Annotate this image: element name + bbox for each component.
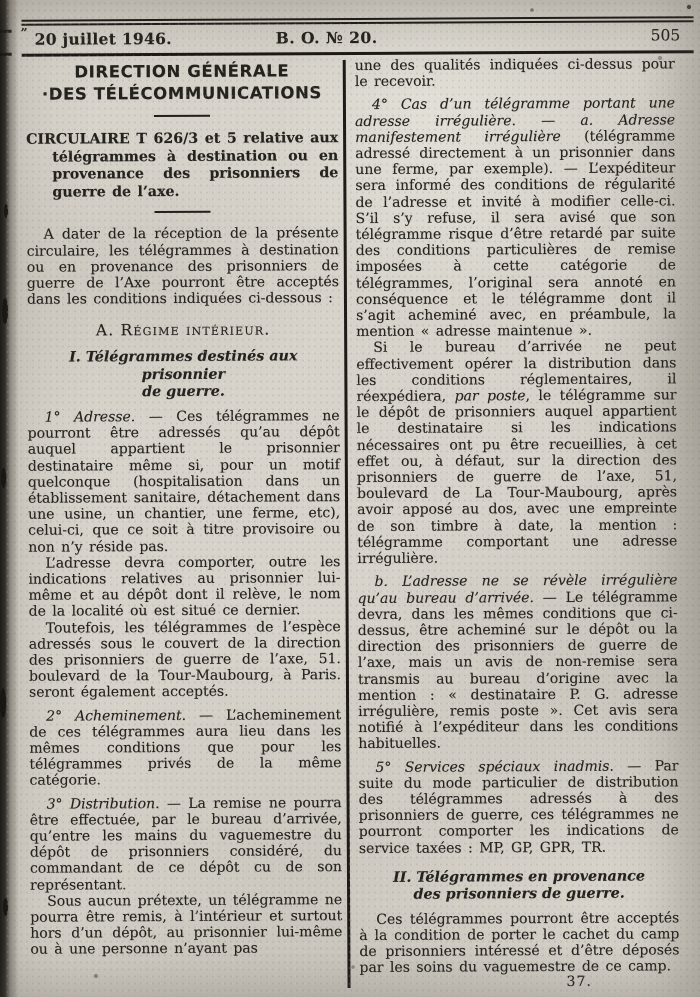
header-page-number: 505 bbox=[650, 26, 681, 45]
binding-ink-blob bbox=[2, 298, 8, 324]
paragraph-adresse-b-text: Le télégramme devra, dans les mêmes conditions que ci-dessus, être acheminé sur le dépôt ou la direction des prisonniers de guerre de l’axe, mais un avis de non-remise sera transmis au bureau d’origine avec la mention : « destinataire P. G. adresse irrégulière, remis poste ». Cet avis sera notifié à l’expéditeur dans les conditions habituelles. bbox=[357, 588, 679, 753]
paragraph-adresse-b bbox=[357, 573, 678, 753]
paragraph-si-bureau-italic: par poste bbox=[454, 388, 526, 405]
header-bulletin-number: B. O. № 20. bbox=[275, 27, 378, 48]
binding-ink-blob bbox=[1, 468, 6, 488]
heading-1 bbox=[27, 348, 339, 402]
paragraph-adresse-text: Ces télégrammes ne pourront être adressés qu’au dépôt auquel appartient le prisonnier destinataire même si, pour un motif quelconque (hospitalisation dans un établissement sanitaire, détachement dans une usine, un chantier, une ferme, etc), celui-ci, que ce soit à titre provisoire ou non n’y réside pas. bbox=[27, 407, 341, 556]
paragraph-adresse-lead: 1° Adresse. — bbox=[44, 408, 177, 426]
paragraph-acheminement bbox=[29, 707, 341, 790]
left-column bbox=[26, 60, 343, 958]
heading-1-line1: I. Télégrammes destinés aux prisonnier bbox=[69, 348, 298, 383]
paragraph-services-speciaux-lead: 5° Services spéciaux inadmis. — bbox=[375, 757, 655, 776]
paragraph-si-bureau-pre: Si le bureau d’arrivée ne peut effectivement opérer la distribution dans les conditions réglementaires, il réexpédiera, bbox=[356, 338, 677, 406]
paragraph-ces-telegrammes: Ces télégrammes pourront être acceptés à la condition de porter le cachet du camp de prisonniers intéressé et d’être déposés par les soins du vaguemestre de ce camp. bbox=[359, 910, 680, 977]
paragraph-continuation: une des qualités indiquées ci-dessus pour le recevoir. bbox=[354, 56, 675, 91]
paragraph-distribution bbox=[30, 795, 343, 894]
signature-mark: 37. bbox=[566, 973, 592, 990]
paragraph-cas-irregulier-text: (télégramme adressé directement à un prisonnier dans une ferme, par exemple). — L’expéditeur sera informé des conditions de régularité de l’adresse et invité à modifier celle-ci. S’il s’y refuse, il sera avisé que son télégramme risque d’être retardé par suite des conditions particulières de remise imposées à cette catégorie de télégrammes, l’original sera annoté en conséquence et le télégramme dont il s’agit acheminé avec, en préambule, la mention « adresse maintenue ». bbox=[355, 128, 677, 341]
paragraph-distribution-text: La remise ne pourra être effectuée, par le bureau d’arrivée, qu’entre les mains du vaguemestre du dépôt de prisonniers considéré, du commandant de ce dépôt cu de son représentant. bbox=[29, 794, 342, 894]
paragraph-si-bureau bbox=[356, 339, 677, 568]
ink-specks bbox=[0, 0, 2, 2]
paragraph-cas-irregulier-lead: 4° Cas d’un télégramme portant une adresse irrégulière. — a. Adresse manifestement irrégulière bbox=[354, 95, 676, 146]
paragraph-sous-aucun: Sous aucun prétexte, un télégramme ne pourra être remis, à l’intérieur et surtout hors d’un dépôt, au prisonnier lui-même ou à une personne n’ayant pas bbox=[30, 891, 343, 959]
paragraph-si-bureau-rest: , le télégramme sur le dépôt de prisonniers auquel appartient le destinataire si les indications nécessaires ont pu être recueillies, à cet effet ou, à défaut, sur la direction des prisonniers de guerre de l’axe, 51, boulevard de La Tour-Maubourg, après avoir apposé au dos, avec une empreinte de son timbre à date, la mention : télégramme comportant une adresse irrégulière. bbox=[356, 387, 678, 568]
org-title-line1: DIRECTION GÉNÉRALE bbox=[74, 61, 290, 82]
section-a-heading: A. Régime intérieur. bbox=[95, 320, 271, 340]
column-divider bbox=[343, 60, 351, 988]
paragraph-cas-irregulier bbox=[355, 96, 676, 341]
binding-ink-blob bbox=[0, 688, 6, 718]
org-title-line2: ·DES TÉLÉCOMMUNICATIONS bbox=[41, 83, 322, 104]
header-smudge-mark: ” bbox=[20, 25, 28, 40]
section-separator bbox=[154, 115, 210, 117]
circulaire-heading: CIRCULAIRE T 626/3 et 5 relative aux télégrammes à destination ou en provenance des prisonniers de guerre de l’axe. bbox=[26, 130, 339, 201]
section-separator bbox=[154, 211, 210, 213]
paragraph-toutefois: Toutefois, les télégrammes de l’espèce adressés sous le couvert de la direction des prisonniers de guerre de l’axe, 51. boulevard de la Tour-Maubourg, à Paris. seront également acceptés. bbox=[28, 618, 341, 702]
left-edge-rule-stub bbox=[0, 30, 12, 33]
heading-2 bbox=[359, 868, 679, 905]
heading-1-line2: de guerre. bbox=[142, 384, 225, 401]
paragraph-services-speciaux bbox=[358, 758, 679, 857]
paragraph-intro: A dater de la réception de la présente circulaire, les télégrammes à destination ou en provenance des prisonniers de guerre de l’Axe pourront être acceptés dans les conditions indiquées ci-dessous : bbox=[26, 225, 339, 308]
binding-ink-blob bbox=[4, 204, 8, 218]
paragraph-services-speciaux-text: Par suite du mode particulier de distribution des télégrammes adressés à des prisonniers de guerre, ces télégrammes ne pourront comporter les indications de service taxées : MP, GP, GPR, TR. bbox=[358, 757, 679, 857]
paragraph-adresse-b-lead: b. L’adresse ne se révèle irrégulière qu’au bureau d’arrivée. — bbox=[357, 572, 678, 607]
right-column bbox=[355, 56, 680, 976]
header-date: 20 juillet 1946. bbox=[34, 28, 172, 49]
paragraph-adresse bbox=[28, 408, 341, 555]
paragraph-distribution-lead: 3° Distribution. — bbox=[46, 795, 189, 813]
binding-ink-blob bbox=[3, 898, 8, 916]
heading-2-line2: des prisonniers de guerre. bbox=[413, 885, 625, 903]
paragraph-acheminement-text: L’acheminement de ces télégrammes aura lieu dans les mêmes conditions que pour les télégrammes privés de la même catégorie. bbox=[29, 706, 342, 790]
paragraph-adresse-2: L’adresse devra comporter, outre les indications relatives au prisonnier lui-même et au dépôt dont il relève, le nom de la localité où est situé ce dernier. bbox=[28, 553, 341, 621]
heading-2-line1: II. Télégrammes en provenance bbox=[392, 868, 645, 886]
left-edge-rule-stub bbox=[0, 53, 12, 56]
paragraph-acheminement-lead: 2° Acheminement. — bbox=[46, 707, 227, 725]
